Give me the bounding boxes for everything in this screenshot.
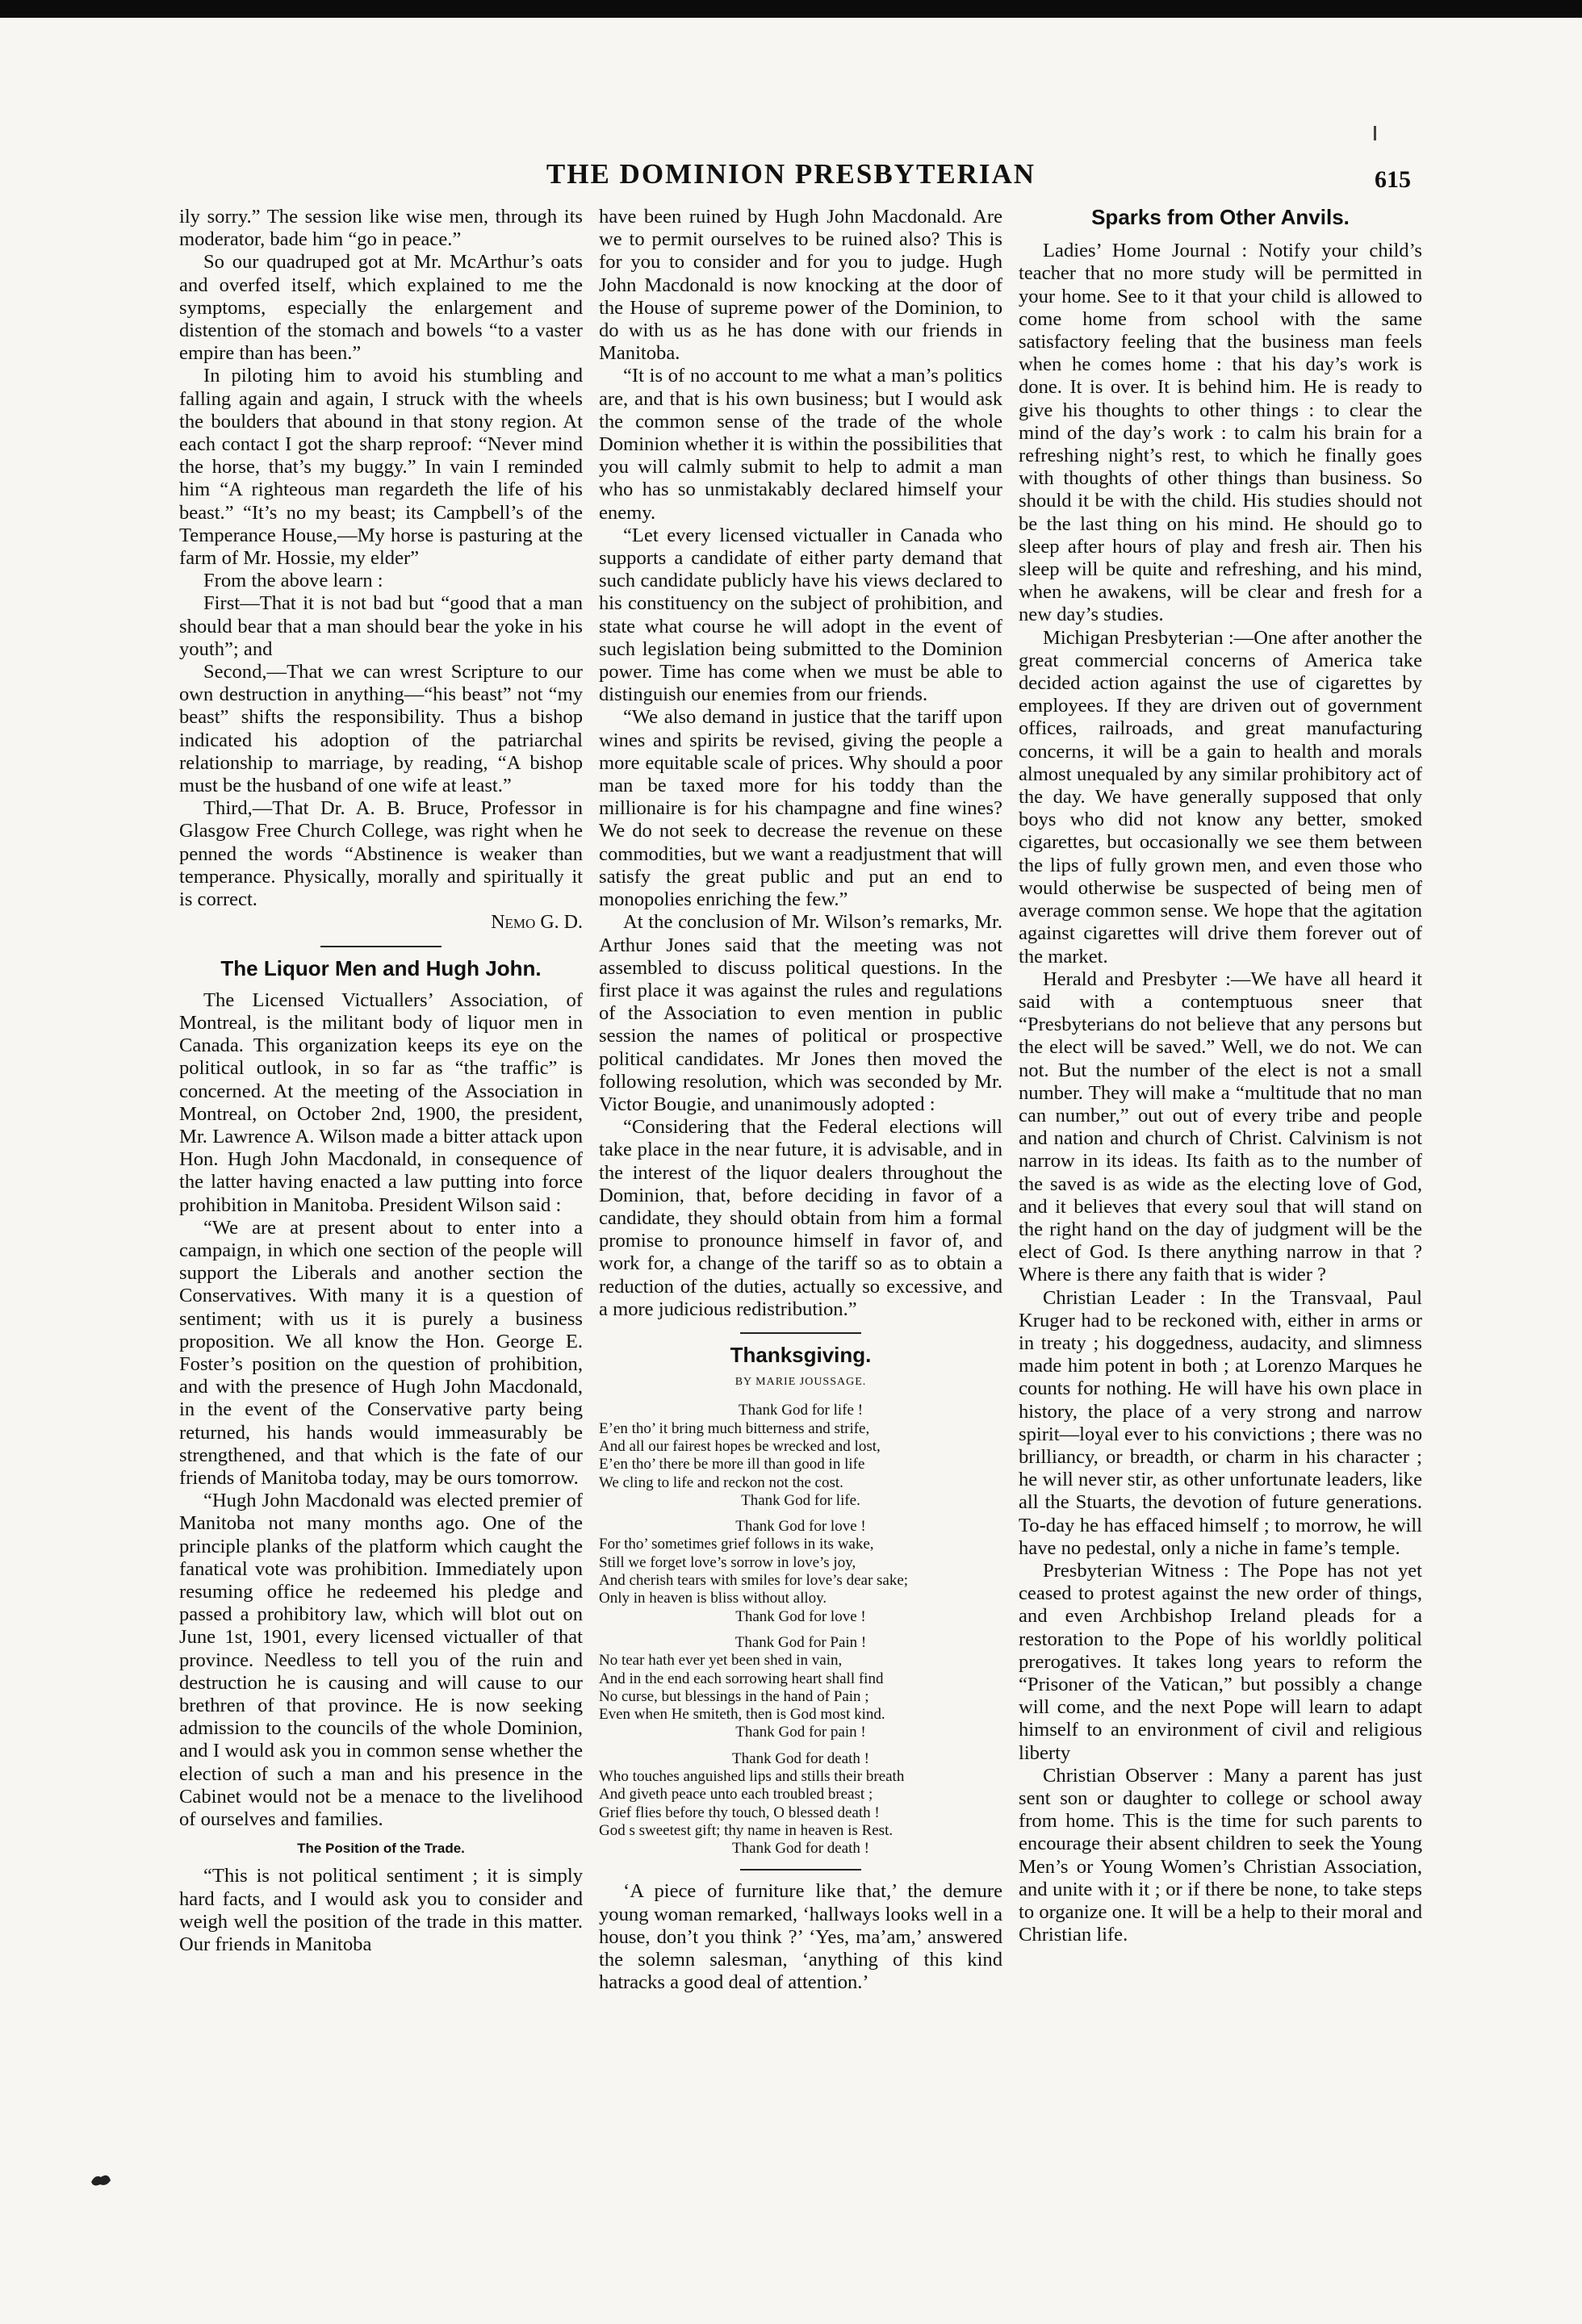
paragraph: “Hugh John Macdonald was elected premier of Manitoba not many months ago. One of the principle planks of the platform which caught the fanatical vote was prohibition. Immediately upon resuming office he redeemed his pledge and passed a prohibitory law, which will blot out on June 1st, 1901, every licensed victualler of that province. Needless to tell you of the ruin and destruction he is causing and will cause to our brethren of that province. He is now seeking admission to the councils of the whole Dominion, and I would ask you in common sense whether the election of such a man and his presence in the Cabinet would not be a menace to the livelihood of ourselves and families. <box>179 1490 583 1831</box>
poem-line: And cherish tears with smiles for love’s dear sake; <box>599 1572 909 1590</box>
poem-line: Thank God for life ! <box>738 1402 864 1419</box>
poem-stanza <box>599 1518 1002 1626</box>
poem-line: Still we forget love’s sorrow in love’s joy, <box>599 1553 856 1571</box>
paragraph: “Let every licensed victualler in Canada who supports a candidate of either party demand that such candidate publicly have his views declared to his constituency on the subject of prohibition, and state what course he will adopt in the event of such legislation being submitted to the Dominion power. Time has come when we must be able to distinguish our enemies from our friends. <box>599 524 1002 706</box>
paragraph: So our quadruped got at Mr. McArthur’s oats and overfed itself, which explained to me the symptoms, especially the enlargement and distention of the stomach and bowels “to a vaster empire than has been.” <box>179 251 583 365</box>
paragraph: Third,—That Dr. A. B. Bruce, Professor in Glasgow Free Church College, was right when he penned the words “Abstinence is weaker than temperance. Physically, morally and spiritually it is correct. <box>179 797 583 911</box>
page-number: 615 <box>1375 166 1411 193</box>
margin-mark <box>1374 126 1376 140</box>
paragraph: ‘A piece of furniture like that,’ the demure young woman remarked, ‘hallways looks well in a house, don’t you think ?’ ‘Yes, ma’am,’ answered the solemn salesman, ‘anything of this kind hatracks a good deal of attention.’ <box>599 1880 1002 1994</box>
poem-line: We cling to life and reckon not the cost. <box>599 1473 843 1491</box>
paragraph: The Licensed Victuallers’ Association, of Montreal, is the militant body of liquor men in Canada. This organization keeps its eye on the political outlook, in so far as “the traffic” is concerned. At the meeting of the Association in Montreal, on October 2nd, 1900, the president, Mr. Lawrence A. Wilson made a bitter attack upon Hon. Hugh John Macdonald, in consequence of the latter having enacted a law putting into force prohibition in Manitoba. President Wilson said : <box>179 989 583 1216</box>
poem-title: Thanksgiving. <box>730 1342 872 1367</box>
poem-line: And all our fairest hopes be wrecked and lost, <box>599 1437 881 1455</box>
poem-line: Thank God for life. <box>741 1491 860 1509</box>
poem-stanza <box>599 1402 1002 1510</box>
paragraph: “Considering that the Federal elections will take place in the near future, it is advisable, and in the interest of the liquor dealers throughout the Dominion, that, before deciding in favor of a candidate, they should obtain from him a formal promise to pronounce himself in favor of, and work for, a change of the tariff so as to obtain a reduction of the duties, actually so excessive, and a more judicious redistribution.” <box>599 1116 1002 1320</box>
scan-top-edge <box>0 0 1582 18</box>
section-title-liquor-men: The Liquor Men and Hugh John. <box>220 955 542 980</box>
paragraph: “It is of no account to me what a man’s politics are, and that is his own business; but I would ask the common sense of the trade of the whole Dominion whether it is within the possibilities that you will calmly submit to help to admit a man who has so unmistakably declared himself your enemy. <box>599 365 1002 524</box>
poem-line: And in the end each sorrowing heart shall find <box>599 1670 884 1687</box>
poem-line: Thank God for love ! <box>735 1518 866 1536</box>
paragraph: ily sorry.” The session like wise men, through its moderator, bade him “go in peace.” <box>179 206 583 251</box>
poem-line: Thank God for Pain ! <box>734 1633 867 1651</box>
paragraph: Herald and Presbyter :—We have all heard it said with a contemptuous sneer that “Presbyterians do not believe that any persons but the elect will be saved.” Well, we do not. We can not. But the number of the elect is not a small number. They will make a “multitude that no man can number,” out out of every tribe and people and nation and church of Christ. Calvinism is not narrow in its ideas. Its faith as to the number of the saved is as wide as the electing love of God, and it believes that every soul that will stand on the right hand on the day of judgment will be the elect of God. Is there anything narrow in that ? Where is there any faith that is wider ? <box>1019 968 1422 1286</box>
poem-line: God s sweetest gift; thy name in heaven is Rest. <box>599 1821 894 1839</box>
column-middle <box>599 206 1002 1995</box>
paragraph: Ladies’ Home Journal : Notify your child’s teacher that no more study will be permitted in your home. See to it that your child is allowed to come home from school with the same satisfactory feeling that the business man feels when he comes home : that his day’s work is done. It is over. It is behind him. He is ready to give his thoughts to other things : to clear the mind of the day’s work : to calm his brain for a refreshing night’s rest, to which he finally goes with thoughts of other things than business. So should it be with the child. His studies should not be the last thing on his mind. He should go to sleep after hours of play and fresh air. Then his sleep will be quite and refreshing, and his mind, when he awakens, will be clear and fresh for a new day’s studies. <box>1019 240 1422 626</box>
poem-line: No tear hath ever yet been shed in vain, <box>599 1652 843 1670</box>
paragraph: Christian Observer : Many a parent has just sent son or daughter to college or school away from home. This is the time for such parents to encourage their absent children to seek the Young Men’s or Young Women’s Christian Association, and unite with it ; or if there be none, to take steps to organize one. It will be a help to their moral and Christian life. <box>1019 1764 1422 1946</box>
paragraph: Second,—That we can wrest Scripture to our own destruction in anything—“his beast” not “my beast” shifts the responsibility. Thus a bishop indicated his adoption of the patriarchal relationship to marriage, by reading, “A bishop must be the husband of one wife at least.” <box>179 661 583 797</box>
poem-stanza <box>599 1750 1002 1858</box>
section-divider <box>740 1869 861 1870</box>
poem-line: And giveth peace unto each troubled breast ; <box>599 1786 873 1804</box>
page-title: THE DOMINION PRESBYTERIAN <box>546 158 1036 190</box>
poem-line: Thank God for pain ! <box>735 1724 866 1741</box>
paragraph: At the conclusion of Mr. Wilson’s remarks, Mr. Arthur Jones said that the meeting was not assembled to discuss political questions. In the first place it was against the rules and regulations of the Association to even mention in public session the names of political or prospective political candidates. Mr Jones then moved the following resolution, which was seconded by Mr. Victor Bougie, and unanimously adopted : <box>599 911 1002 1115</box>
section-title-sparks: Sparks from Other Anvils. <box>1091 205 1350 229</box>
poem-line: E’en tho’ there be more ill than good in life <box>599 1456 865 1473</box>
paragraph: “We also demand in justice that the tariff upon wines and spirits be revised, giving the people a more equitable scale of prices. Why should a poor man be taxed more for his toddy than the millionaire is for his champagne and fine wines? We do not seek to decrease the revenue on these commodities, but we want a readjustment that will satisfy the great public and put an end to monopolies enriching the few.” <box>599 706 1002 911</box>
paragraph: “We are at present about to enter into a campaign, in which one section of the people will support the Liberals and another section the Conservatives. With many it is a question of sentiment; with us it is purely a business proposition. We all know the Hon. George E. Foster’s position on the question of prohibition, and with the presence of Hugh John Macdonald, in the event of the Conservative party being returned, his hands would immeasurably be strengthened, and that which is the fate of our friends of Manitoba today, may be ours tomorrow. <box>179 1216 583 1489</box>
poem-stanza <box>599 1634 1002 1742</box>
poem-line: Even when He smiteth, then is God most kind. <box>599 1706 885 1724</box>
paragraph: First—That it is not bad but “good that a man should bear that a man should bear the yoke in his youth”; and <box>179 592 583 660</box>
paragraph: Christian Leader : In the Transvaal, Paul Kruger had to be reckoned with, either in arms or in treaty ; his doggedness, audacity, and slimness made him potent in both ; at Lorenzo Marques he counts for nothing. He will have his own place in history, the place of a very strong and narrow spirit—loyal ever to his convictions ; there was no brilliancy, or breadth, or charm in his character ; he will never stir, as other unfortunate leaders, like all the Stuarts, the devotion of future generations. To-day he has effaced himself ; to morrow, he will have no pedestal, only a niche in fame’s temple. <box>1019 1286 1422 1559</box>
section-divider <box>740 1332 861 1334</box>
poem-line: Thank God for death ! <box>732 1749 869 1767</box>
paragraph: From the above learn : <box>203 570 383 592</box>
poem-byline: BY MARIE JOUSSAGE. <box>734 1376 867 1389</box>
poem-line: E’en tho’ it bring much bitterness and strife, <box>599 1419 870 1437</box>
poem-line: Thank God for death ! <box>732 1840 869 1858</box>
signature: Nemo G. D. <box>491 912 583 934</box>
ink-speck-icon <box>89 2171 113 2188</box>
paragraph: Michigan Presbyterian :—One after another the great commercial concerns of America take decided action against the use of cigarettes by employees. If they are driven out of government offices, railroads, and great manufacturing concerns, it will be a gain to health and morals almost unequaled by any similar prohibitory act of the day. We have generally supposed that only boys who did not know any better, smoked cigarettes, but occasionally we see them between the lips of fully grown men, and even those who would otherwise be suspected of being men of average common sense. We hope that the agitation against cigarettes will drive them forever out of the market. <box>1019 626 1422 968</box>
poem-line: Thank God for love ! <box>735 1607 866 1625</box>
column-left <box>179 206 583 1956</box>
poem-line: Grief flies before thy touch, O blessed death ! <box>599 1804 880 1821</box>
paragraph: Presbyterian Witness : The Pope has not yet ceased to protest against the new order of things, and even Archbishop Ireland pleads for a restoration to the Pope of his worldly political prerogatives. It takes long years to reform the “Prisoner of the Vatican,” but possibly a change will come, and the next Pope will learn to adapt himself to an environment of civil and religious liberty <box>1019 1559 1422 1764</box>
paragraph: have been ruined by Hugh John Macdonald. Are we to permit ourselves to be ruined also? This is for you to consider and for you to judge. Hugh John Macdonald is now knocking at the door of the House of supreme power of the Dominion, to do with us as he has done with our friends in Manitoba. <box>599 206 1002 365</box>
column-right <box>1019 206 1422 1946</box>
paragraph: “This is not political sentiment ; it is simply hard facts, and I would ask you to consider and weigh well the position of the trade in this matter. Our friends in Manitoba <box>179 1865 583 1956</box>
subheading-position-of-trade: The Position of the Trade. <box>297 1841 465 1857</box>
poem-line: For tho’ sometimes grief follows in its wake, <box>599 1536 874 1553</box>
poem-line: Who touches anguished lips and stills their breath <box>599 1768 905 1785</box>
poem-line: No curse, but blessings in the hand of Pain ; <box>599 1687 869 1705</box>
paragraph: In piloting him to avoid his stumbling and falling again and again, I struck with the wheels the boulders that abound in that stony region. At each contact I got the sharp reproof: “Never mind the horse, that’s my buggy.” In vain I reminded him “A righteous man regardeth the life of his beast.” “It’s no my beast; its Campbell’s of the Temperance House,—My horse is pasturing at the farm of Mr. Hossie, my elder” <box>179 365 583 570</box>
poem-line: Only in heaven is bliss without alloy. <box>599 1590 827 1607</box>
section-divider <box>320 946 442 947</box>
